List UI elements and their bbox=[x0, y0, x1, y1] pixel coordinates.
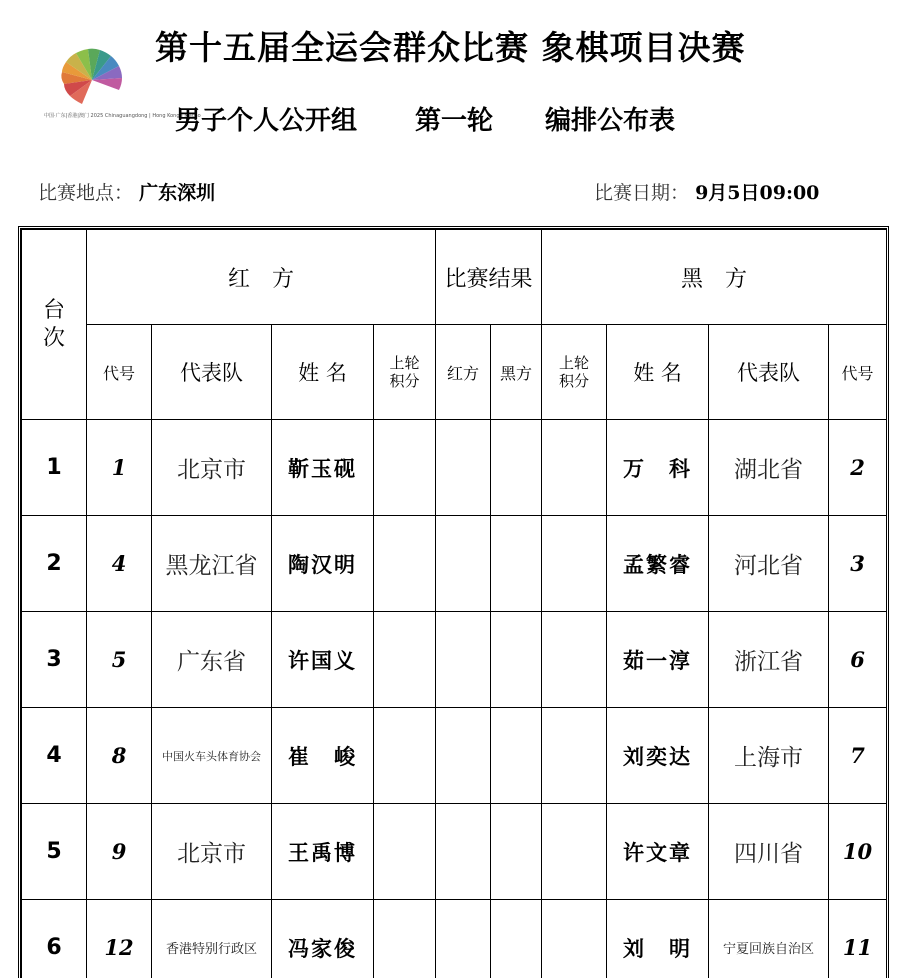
red-name: 许国义 bbox=[272, 612, 374, 708]
round-label: 第一轮 bbox=[415, 106, 494, 136]
black-team: 上海市 bbox=[709, 708, 829, 804]
black-name: 刘奕达 bbox=[607, 708, 709, 804]
red-name: 崔 峻 bbox=[272, 708, 374, 804]
black-team: 四川省 bbox=[709, 804, 829, 900]
red-name: 陶汉明 bbox=[272, 516, 374, 612]
red-code: 5 bbox=[87, 612, 152, 708]
black-name-header: 姓 名 bbox=[607, 325, 709, 420]
result-red[interactable] bbox=[436, 612, 491, 708]
venue-value: 广东深圳 bbox=[139, 182, 216, 204]
pairing-table bbox=[18, 226, 889, 978]
black-prev-score[interactable] bbox=[542, 900, 607, 978]
red-team: 北京市 bbox=[152, 804, 272, 900]
black-name: 万 科 bbox=[607, 420, 709, 516]
black-name: 茹一淳 bbox=[607, 612, 709, 708]
black-prev-score[interactable] bbox=[542, 420, 607, 516]
red-team: 黑龙江省 bbox=[152, 516, 272, 612]
red-prev-score[interactable] bbox=[374, 612, 436, 708]
result-red[interactable] bbox=[436, 804, 491, 900]
result-black[interactable] bbox=[491, 516, 542, 612]
red-prev-score-header: 上轮积分 bbox=[374, 325, 436, 420]
red-team: 广东省 bbox=[152, 612, 272, 708]
red-code-header: 代号 bbox=[87, 325, 152, 420]
red-side-header: 红 方 bbox=[87, 230, 436, 325]
result-black[interactable] bbox=[491, 612, 542, 708]
table-row bbox=[22, 804, 887, 900]
black-prev-score[interactable] bbox=[542, 516, 607, 612]
date-info bbox=[594, 178, 819, 205]
red-prev-score[interactable] bbox=[374, 516, 436, 612]
black-code: 10 bbox=[829, 804, 887, 900]
page-title: 第十五届全运会群众比赛 象棋项目决赛 bbox=[155, 28, 746, 67]
red-prev-score[interactable] bbox=[374, 420, 436, 516]
red-team: 北京市 bbox=[152, 420, 272, 516]
board-number: 2 bbox=[22, 516, 87, 612]
black-code: 7 bbox=[829, 708, 887, 804]
table-row bbox=[22, 708, 887, 804]
board-number: 4 bbox=[22, 708, 87, 804]
red-code: 8 bbox=[87, 708, 152, 804]
black-team: 宁夏回族自治区 bbox=[709, 900, 829, 978]
header-row-2 bbox=[22, 325, 887, 420]
result-black[interactable] bbox=[491, 900, 542, 978]
result-black-header: 黑方 bbox=[491, 325, 542, 420]
black-prev-score[interactable] bbox=[542, 612, 607, 708]
black-code-header: 代号 bbox=[829, 325, 887, 420]
result-red[interactable] bbox=[436, 708, 491, 804]
red-name-header: 姓 名 bbox=[272, 325, 374, 420]
black-prev-score[interactable] bbox=[542, 708, 607, 804]
result-black[interactable] bbox=[491, 708, 542, 804]
logo-caption: 中国·广东|香港|澳门 2025 Chinaguangdong | Hong Kong | Macao bbox=[44, 113, 201, 119]
black-name: 刘 明 bbox=[607, 900, 709, 978]
black-name: 孟繁睿 bbox=[607, 516, 709, 612]
header-row-1 bbox=[22, 230, 887, 325]
board-header: 台次 bbox=[22, 230, 87, 420]
doc-type-label: 编排公布表 bbox=[545, 106, 676, 136]
table-row bbox=[22, 900, 887, 978]
group-label: 男子个人公开组 bbox=[175, 106, 358, 136]
result-red[interactable] bbox=[436, 420, 491, 516]
red-code: 9 bbox=[87, 804, 152, 900]
board-number: 5 bbox=[22, 804, 87, 900]
black-name: 许文章 bbox=[607, 804, 709, 900]
red-team-header: 代表队 bbox=[152, 325, 272, 420]
black-prev-score[interactable] bbox=[542, 804, 607, 900]
red-name: 靳玉砚 bbox=[272, 420, 374, 516]
red-code: 1 bbox=[87, 420, 152, 516]
black-team-header: 代表队 bbox=[709, 325, 829, 420]
red-code: 4 bbox=[87, 516, 152, 612]
black-team: 河北省 bbox=[709, 516, 829, 612]
date-label: 比赛日期： bbox=[594, 182, 690, 204]
table-row bbox=[22, 612, 887, 708]
red-prev-score[interactable] bbox=[374, 708, 436, 804]
result-red[interactable] bbox=[436, 516, 491, 612]
board-number: 3 bbox=[22, 612, 87, 708]
black-code: 2 bbox=[829, 420, 887, 516]
red-prev-score[interactable] bbox=[374, 804, 436, 900]
black-side-header: 黑 方 bbox=[542, 230, 887, 325]
date-value: 9月5日09:00 bbox=[695, 182, 820, 204]
black-code: 3 bbox=[829, 516, 887, 612]
red-prev-score[interactable] bbox=[374, 900, 436, 978]
venue-info bbox=[38, 178, 215, 205]
table-row bbox=[22, 516, 887, 612]
venue-label: 比赛地点： bbox=[38, 182, 134, 204]
black-team: 湖北省 bbox=[709, 420, 829, 516]
board-number: 6 bbox=[22, 900, 87, 978]
black-code: 6 bbox=[829, 612, 887, 708]
result-red[interactable] bbox=[436, 900, 491, 978]
table-row bbox=[22, 420, 887, 516]
black-team: 浙江省 bbox=[709, 612, 829, 708]
red-team: 中国火车头体育协会 bbox=[152, 708, 272, 804]
result-black[interactable] bbox=[491, 804, 542, 900]
red-code: 12 bbox=[87, 900, 152, 978]
result-black[interactable] bbox=[491, 420, 542, 516]
result-header: 比赛结果 bbox=[436, 230, 542, 325]
black-code: 11 bbox=[829, 900, 887, 978]
red-name: 王禹博 bbox=[272, 804, 374, 900]
result-red-header: 红方 bbox=[436, 325, 491, 420]
board-number: 1 bbox=[22, 420, 87, 516]
red-team: 香港特别行政区 bbox=[152, 900, 272, 978]
red-name: 冯家俊 bbox=[272, 900, 374, 978]
black-prev-score-header: 上轮积分 bbox=[542, 325, 607, 420]
